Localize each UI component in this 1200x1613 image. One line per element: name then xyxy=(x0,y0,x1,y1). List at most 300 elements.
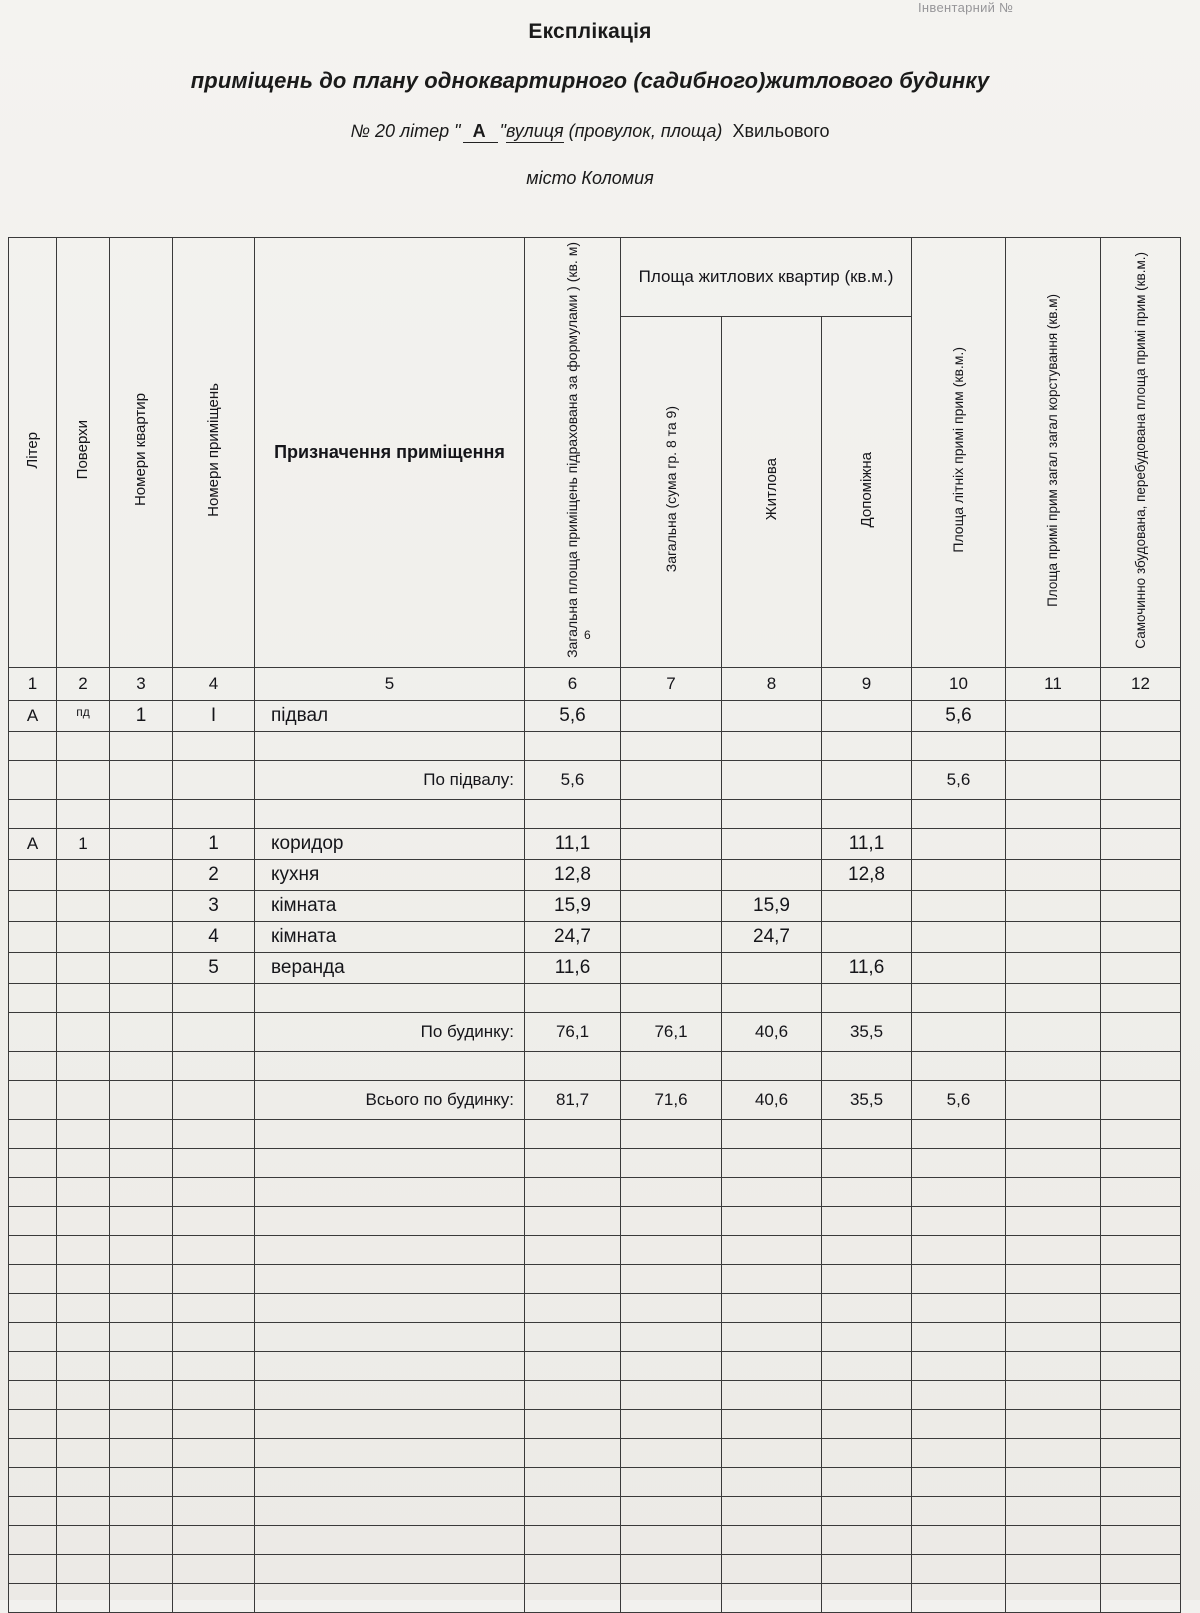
cell-blank xyxy=(9,1322,57,1351)
header-total-area: Загальна площа приміщень підрахована за формулами ) (кв. м) xyxy=(525,238,621,668)
colnum-6: 6 xyxy=(525,667,621,700)
cell-blank xyxy=(722,1235,822,1264)
cell-blank xyxy=(525,1235,621,1264)
cell-room-number: 4 xyxy=(173,921,255,952)
cell-blank xyxy=(1101,1264,1181,1293)
cell-blank xyxy=(621,1409,722,1438)
cell-total-area: 5,6 xyxy=(525,760,621,799)
cell-blank xyxy=(1006,1496,1101,1525)
cell-empty xyxy=(57,1051,110,1080)
cell-blank xyxy=(57,1177,110,1206)
cell-apartment-number xyxy=(110,1012,173,1051)
cell-liter xyxy=(9,1012,57,1051)
cell-apartment-number xyxy=(110,952,173,983)
cell-summer-area: 5,6 xyxy=(912,1080,1006,1119)
colnum-11: 11 xyxy=(1006,667,1101,700)
cell-blank xyxy=(1006,1438,1101,1467)
cell-apartment-number xyxy=(110,760,173,799)
cell-blank xyxy=(722,1583,822,1612)
table-row-blank xyxy=(9,1467,1181,1496)
cell-empty xyxy=(722,799,822,828)
cell-auxiliary-area: 12,8 xyxy=(822,859,912,890)
cell-blank xyxy=(1006,1235,1101,1264)
cell-blank xyxy=(1101,1177,1181,1206)
cell-empty xyxy=(1101,983,1181,1012)
street-word: вулиця xyxy=(505,121,564,141)
cell-blank xyxy=(1101,1409,1181,1438)
cell-blank xyxy=(621,1293,722,1322)
cell-empty xyxy=(9,983,57,1012)
cell-blank xyxy=(173,1148,255,1177)
cell-blank xyxy=(621,1525,722,1554)
cell-blank xyxy=(1101,1148,1181,1177)
cell-blank xyxy=(912,1206,1006,1235)
header-purpose: Призначення приміщення xyxy=(255,238,525,668)
cell-general-area xyxy=(621,952,722,983)
cell-blank xyxy=(621,1554,722,1583)
cell-purpose: коридор xyxy=(255,828,525,859)
cell-blank xyxy=(57,1496,110,1525)
cell-total-area: 76,1 xyxy=(525,1012,621,1051)
cell-common-use-area xyxy=(1006,1012,1101,1051)
cell-blank xyxy=(57,1467,110,1496)
cell-unauthorized-area xyxy=(1101,700,1181,731)
cell-blank xyxy=(1006,1148,1101,1177)
cell-empty xyxy=(9,799,57,828)
cell-blank xyxy=(1101,1554,1181,1583)
inventory-stamp: Інвентарний № xyxy=(918,0,1014,15)
cell-blank xyxy=(9,1467,57,1496)
cell-general-area: 76,1 xyxy=(621,1012,722,1051)
cell-blank xyxy=(255,1554,525,1583)
cell-general-area: 71,6 xyxy=(621,1080,722,1119)
cell-blank xyxy=(1006,1351,1101,1380)
cell-blank xyxy=(822,1409,912,1438)
table-row-blank xyxy=(9,1438,1181,1467)
cell-blank xyxy=(57,1322,110,1351)
cell-blank xyxy=(9,1496,57,1525)
cell-blank xyxy=(822,1235,912,1264)
table-row-blank xyxy=(9,1351,1181,1380)
cell-blank xyxy=(1006,1467,1101,1496)
cell-blank xyxy=(722,1293,822,1322)
cell-blank xyxy=(173,1583,255,1612)
cell-liter xyxy=(9,760,57,799)
cell-blank xyxy=(1101,1206,1181,1235)
cell-empty xyxy=(722,1051,822,1080)
cell-blank xyxy=(1006,1293,1101,1322)
cell-blank xyxy=(621,1235,722,1264)
cell-blank xyxy=(621,1119,722,1148)
table-row-spacer xyxy=(9,731,1181,760)
cell-blank xyxy=(57,1525,110,1554)
cell-blank xyxy=(912,1409,1006,1438)
cell-empty xyxy=(621,1051,722,1080)
cell-blank xyxy=(110,1293,173,1322)
cell-blank xyxy=(525,1525,621,1554)
cell-unauthorized-area xyxy=(1101,859,1181,890)
cell-blank xyxy=(912,1119,1006,1148)
cell-apartment-number xyxy=(110,921,173,952)
header-unauthorized-area: Самочинно збудована, перебудована площа примі прим (кв.м.) xyxy=(1101,238,1181,668)
cell-liter xyxy=(9,890,57,921)
cell-blank xyxy=(1006,1322,1101,1351)
cell-blank xyxy=(525,1177,621,1206)
cell-floor xyxy=(57,1080,110,1119)
cell-blank xyxy=(1101,1380,1181,1409)
cell-empty xyxy=(110,731,173,760)
cell-blank xyxy=(822,1467,912,1496)
cell-living-area: 24,7 xyxy=(722,921,822,952)
cell-blank xyxy=(1101,1525,1181,1554)
cell-living-area xyxy=(722,700,822,731)
table-row-blank xyxy=(9,1409,1181,1438)
cell-summer-area: 5,6 xyxy=(912,760,1006,799)
cell-blank xyxy=(173,1438,255,1467)
cell-empty xyxy=(525,731,621,760)
cell-blank xyxy=(255,1177,525,1206)
table-row-blank xyxy=(9,1177,1181,1206)
cell-blank xyxy=(255,1496,525,1525)
table-row xyxy=(9,700,1181,731)
cell-empty xyxy=(110,983,173,1012)
cell-blank xyxy=(9,1148,57,1177)
cell-blank xyxy=(57,1351,110,1380)
colnum-10: 10 xyxy=(912,667,1006,700)
header-common-use-area: Площа примі прим загал загал корстування (кв.м) xyxy=(1006,238,1101,668)
table-row-total xyxy=(9,1012,1181,1051)
cell-blank xyxy=(110,1583,173,1612)
cell-living-area: 40,6 xyxy=(722,1080,822,1119)
cell-blank xyxy=(822,1525,912,1554)
cell-living-area xyxy=(722,952,822,983)
cell-apartment-number xyxy=(110,859,173,890)
table-row-blank xyxy=(9,1293,1181,1322)
cell-blank xyxy=(525,1293,621,1322)
cell-blank xyxy=(822,1554,912,1583)
cell-purpose: веранда xyxy=(255,952,525,983)
cell-blank xyxy=(173,1264,255,1293)
cell-blank xyxy=(822,1380,912,1409)
cell-room-number: 2 xyxy=(173,859,255,890)
cell-empty xyxy=(822,731,912,760)
cell-empty xyxy=(1101,1051,1181,1080)
colnum-2: 2 xyxy=(57,667,110,700)
cell-empty xyxy=(255,731,525,760)
cell-blank xyxy=(1006,1583,1101,1612)
cell-blank xyxy=(57,1409,110,1438)
cell-blank xyxy=(822,1438,912,1467)
cell-common-use-area xyxy=(1006,890,1101,921)
cell-blank xyxy=(9,1264,57,1293)
cell-blank xyxy=(255,1119,525,1148)
cell-blank xyxy=(525,1206,621,1235)
table-row-blank xyxy=(9,1322,1181,1351)
cell-blank xyxy=(822,1119,912,1148)
table-row-blank xyxy=(9,1583,1181,1612)
cell-unauthorized-area xyxy=(1101,890,1181,921)
cell-common-use-area xyxy=(1006,828,1101,859)
cell-total-area: 12,8 xyxy=(525,859,621,890)
cell-blank xyxy=(1101,1235,1181,1264)
cell-blank xyxy=(912,1264,1006,1293)
cell-blank xyxy=(912,1177,1006,1206)
cell-blank xyxy=(722,1148,822,1177)
cell-empty xyxy=(822,983,912,1012)
cell-blank xyxy=(1101,1438,1181,1467)
cell-empty xyxy=(912,731,1006,760)
cell-empty xyxy=(1101,799,1181,828)
cell-liter xyxy=(9,859,57,890)
table-body xyxy=(9,700,1181,1612)
header-living-area: Житлова xyxy=(722,316,822,667)
cell-blank xyxy=(912,1351,1006,1380)
cell-auxiliary-area: 11,1 xyxy=(822,828,912,859)
cell-unauthorized-area xyxy=(1101,828,1181,859)
cell-blank xyxy=(722,1467,822,1496)
cell-blank xyxy=(57,1119,110,1148)
cell-blank xyxy=(722,1409,822,1438)
cell-blank xyxy=(1101,1496,1181,1525)
cell-blank xyxy=(173,1177,255,1206)
cell-floor xyxy=(57,1012,110,1051)
city-line: місто Коломия xyxy=(526,168,654,188)
address-line xyxy=(0,121,1180,142)
cell-empty xyxy=(110,1051,173,1080)
cell-blank xyxy=(110,1409,173,1438)
cell-blank xyxy=(9,1525,57,1554)
cell-floor xyxy=(57,952,110,983)
cell-summer-area xyxy=(912,952,1006,983)
cell-blank xyxy=(173,1554,255,1583)
cell-blank xyxy=(173,1380,255,1409)
colnum-4: 4 xyxy=(173,667,255,700)
cell-blank xyxy=(173,1206,255,1235)
cell-blank xyxy=(255,1293,525,1322)
liter-value: А xyxy=(463,121,498,143)
cell-empty xyxy=(173,1051,255,1080)
cell-living-area: 15,9 xyxy=(722,890,822,921)
cell-summer-area xyxy=(912,859,1006,890)
cell-blank xyxy=(110,1235,173,1264)
cell-purpose-total: По будинку: xyxy=(255,1012,525,1051)
cell-empty xyxy=(1101,731,1181,760)
cell-summer-area xyxy=(912,1012,1006,1051)
cell-blank xyxy=(1006,1177,1101,1206)
cell-empty xyxy=(525,983,621,1012)
cell-floor xyxy=(57,760,110,799)
cell-common-use-area xyxy=(1006,700,1101,731)
cell-empty xyxy=(173,983,255,1012)
cell-blank xyxy=(722,1525,822,1554)
cell-blank xyxy=(912,1148,1006,1177)
cell-blank xyxy=(9,1119,57,1148)
cell-blank xyxy=(173,1351,255,1380)
street-note: (провулок, площа) xyxy=(568,121,723,141)
cell-blank xyxy=(110,1264,173,1293)
cell-blank xyxy=(621,1496,722,1525)
cell-blank xyxy=(621,1177,722,1206)
cell-empty xyxy=(621,731,722,760)
cell-blank xyxy=(9,1438,57,1467)
table-row-total xyxy=(9,1080,1181,1119)
cell-blank xyxy=(822,1206,912,1235)
cell-blank xyxy=(57,1583,110,1612)
cell-blank xyxy=(1101,1293,1181,1322)
cell-living-area xyxy=(722,760,822,799)
cell-living-area xyxy=(722,859,822,890)
cell-liter: А xyxy=(9,700,57,731)
cell-blank xyxy=(525,1351,621,1380)
cell-purpose-total: По підвалу: xyxy=(255,760,525,799)
cell-blank xyxy=(9,1177,57,1206)
cell-summer-area xyxy=(912,828,1006,859)
cell-blank xyxy=(912,1380,1006,1409)
cell-empty xyxy=(57,983,110,1012)
cell-blank xyxy=(722,1206,822,1235)
cell-general-area xyxy=(621,828,722,859)
cell-blank xyxy=(9,1293,57,1322)
cell-blank xyxy=(255,1235,525,1264)
cell-blank xyxy=(525,1554,621,1583)
cell-blank xyxy=(110,1554,173,1583)
header-apartment-numbers: Номери квартир xyxy=(110,238,173,668)
cell-general-area xyxy=(621,890,722,921)
cell-blank xyxy=(110,1438,173,1467)
column-number-row xyxy=(9,667,1181,700)
cell-total-area: 15,9 xyxy=(525,890,621,921)
cell-summer-area xyxy=(912,921,1006,952)
cell-blank xyxy=(57,1148,110,1177)
cell-blank xyxy=(255,1525,525,1554)
cell-unauthorized-area xyxy=(1101,1080,1181,1119)
cell-blank xyxy=(57,1235,110,1264)
cell-blank xyxy=(822,1351,912,1380)
cell-blank xyxy=(255,1380,525,1409)
cell-blank xyxy=(57,1293,110,1322)
cell-empty xyxy=(822,1051,912,1080)
cell-blank xyxy=(110,1177,173,1206)
cell-empty xyxy=(110,799,173,828)
header-floors: Поверхи xyxy=(57,238,110,668)
cell-blank xyxy=(57,1554,110,1583)
table-row-blank xyxy=(9,1235,1181,1264)
table-row-blank xyxy=(9,1119,1181,1148)
cell-blank xyxy=(822,1583,912,1612)
cell-auxiliary-area xyxy=(822,921,912,952)
cell-apartment-number: 1 xyxy=(110,700,173,731)
cell-blank xyxy=(255,1467,525,1496)
cell-blank xyxy=(525,1264,621,1293)
table-row-spacer xyxy=(9,1051,1181,1080)
cell-empty xyxy=(1006,983,1101,1012)
cell-floor xyxy=(57,859,110,890)
cell-blank xyxy=(1101,1119,1181,1148)
cell-purpose: підвал xyxy=(255,700,525,731)
cell-blank xyxy=(621,1351,722,1380)
cell-liter xyxy=(9,1080,57,1119)
cell-blank xyxy=(912,1322,1006,1351)
cell-purpose-total: Всього по будинку: xyxy=(255,1080,525,1119)
cell-blank xyxy=(722,1554,822,1583)
cell-blank xyxy=(621,1467,722,1496)
cell-room-number xyxy=(173,1012,255,1051)
cell-blank xyxy=(173,1496,255,1525)
cell-empty xyxy=(173,731,255,760)
cell-blank xyxy=(525,1496,621,1525)
cell-general-area xyxy=(621,760,722,799)
cell-blank xyxy=(9,1235,57,1264)
cell-empty xyxy=(722,983,822,1012)
cell-empty xyxy=(621,983,722,1012)
cell-empty xyxy=(822,799,912,828)
cell-blank xyxy=(255,1409,525,1438)
cell-empty xyxy=(912,983,1006,1012)
cell-blank xyxy=(9,1409,57,1438)
cell-blank xyxy=(912,1293,1006,1322)
cell-empty xyxy=(621,799,722,828)
table-row-blank xyxy=(9,1148,1181,1177)
cell-blank xyxy=(722,1322,822,1351)
cell-auxiliary-area xyxy=(822,890,912,921)
colnum-8: 8 xyxy=(722,667,822,700)
cell-empty xyxy=(525,799,621,828)
cell-summer-area: 5,6 xyxy=(912,700,1006,731)
cell-liter: А xyxy=(9,828,57,859)
cell-blank xyxy=(621,1322,722,1351)
cell-blank xyxy=(1101,1322,1181,1351)
colnum-5: 5 xyxy=(255,667,525,700)
cell-blank xyxy=(722,1496,822,1525)
cell-blank xyxy=(822,1322,912,1351)
cell-blank xyxy=(9,1583,57,1612)
cell-blank xyxy=(9,1206,57,1235)
cell-blank xyxy=(1006,1206,1101,1235)
colnum-9: 9 xyxy=(822,667,912,700)
cell-blank xyxy=(255,1148,525,1177)
explication-table xyxy=(8,237,1181,1613)
cell-blank xyxy=(912,1467,1006,1496)
cell-floor: пд xyxy=(57,700,110,731)
cell-blank xyxy=(1006,1525,1101,1554)
cell-room-number xyxy=(173,760,255,799)
cell-blank xyxy=(9,1380,57,1409)
cell-blank xyxy=(110,1119,173,1148)
cell-blank xyxy=(525,1380,621,1409)
cell-liter xyxy=(9,921,57,952)
cell-blank xyxy=(57,1264,110,1293)
table-row-total xyxy=(9,760,1181,799)
cell-blank xyxy=(722,1438,822,1467)
cell-auxiliary-area: 35,5 xyxy=(822,1080,912,1119)
cell-blank xyxy=(525,1438,621,1467)
cell-auxiliary-area xyxy=(822,700,912,731)
cell-blank xyxy=(722,1264,822,1293)
cell-room-number: 5 xyxy=(173,952,255,983)
cell-blank xyxy=(912,1583,1006,1612)
cell-blank xyxy=(722,1380,822,1409)
cell-auxiliary-area: 35,5 xyxy=(822,1012,912,1051)
cell-blank xyxy=(255,1438,525,1467)
table-header xyxy=(9,238,1181,701)
cell-blank xyxy=(57,1438,110,1467)
table-row xyxy=(9,828,1181,859)
cell-blank xyxy=(912,1438,1006,1467)
cell-empty xyxy=(9,1051,57,1080)
cell-total-area: 81,7 xyxy=(525,1080,621,1119)
cell-common-use-area xyxy=(1006,1080,1101,1119)
cell-unauthorized-area xyxy=(1101,921,1181,952)
